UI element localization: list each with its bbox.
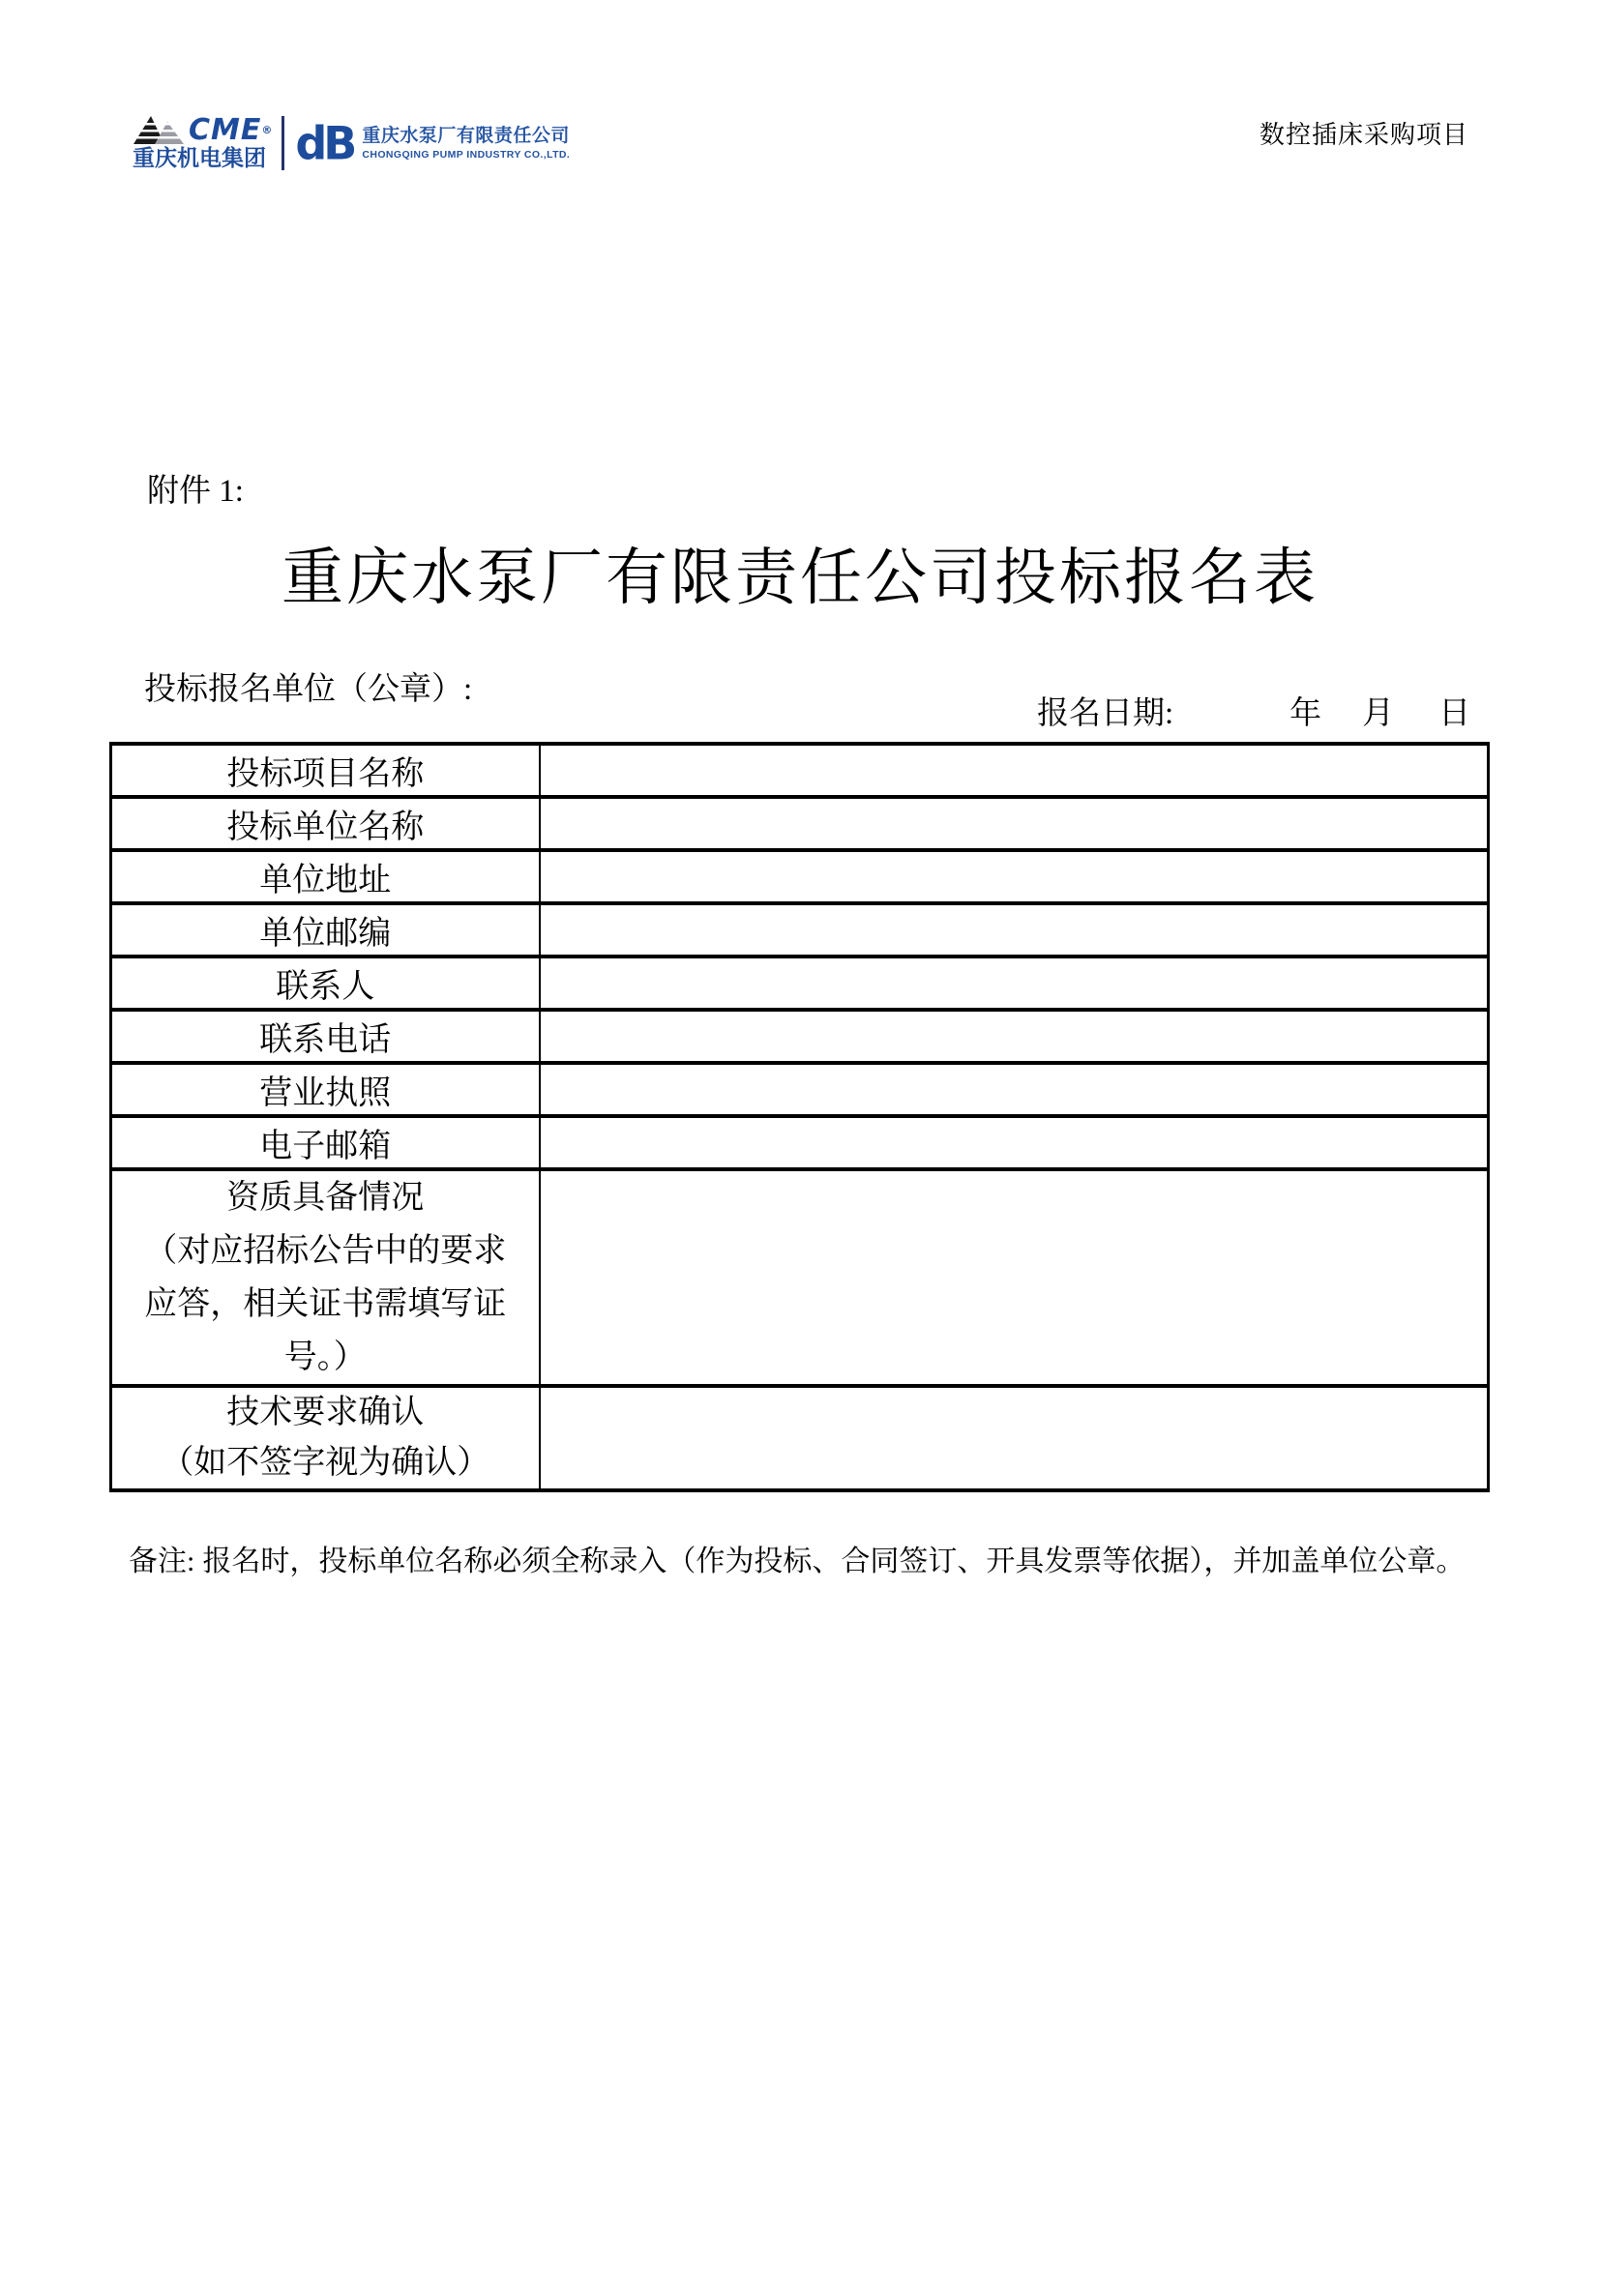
pump-logo [295, 115, 571, 170]
row-label-qualification: 资质具备情况 （对应招标公告中的要求 应答，相关证书需填写证 号。） [111, 1169, 540, 1386]
table-row [111, 1063, 1489, 1116]
date-label: 报名日期: [1037, 696, 1174, 731]
row-value-unit-address [540, 850, 1489, 903]
brand-header [133, 114, 570, 171]
footer-note [129, 1537, 1507, 1579]
table-row [111, 1010, 1489, 1063]
table-row-tech-confirm [111, 1386, 1489, 1490]
cme-wordmark: CME® [189, 113, 274, 147]
row-value-contact-phone [540, 1010, 1489, 1063]
registered-mark-icon: ® [261, 124, 274, 136]
row-value-postcode [540, 903, 1489, 957]
bid-unit-seal-line: 投标报名单位（公章）: [144, 672, 473, 707]
attachment-label: 附件 1: [147, 474, 244, 509]
cme-mountain-icon [133, 114, 185, 145]
row-label-email: 电子邮箱 [111, 1116, 540, 1169]
row-value-qualification [540, 1169, 1489, 1386]
year-label: 年 [1289, 696, 1322, 731]
row-label-bidder-name: 投标单位名称 [111, 797, 540, 850]
row-label-postcode: 单位邮编 [111, 903, 540, 957]
pump-company-name-cn: 重庆水泵厂有限责任公司 [362, 125, 570, 146]
registration-date-line [1037, 688, 1470, 733]
row-value-bidder-name [540, 797, 1489, 850]
row-label-contact-person: 联系人 [111, 957, 540, 1010]
note-label: 备注: [129, 1545, 195, 1577]
cme-group-name: 重庆机电集团 [133, 146, 266, 170]
row-label-project-name: 投标项目名称 [111, 744, 540, 797]
table-row-qualification [111, 1169, 1489, 1386]
table-row [111, 957, 1489, 1010]
logo-divider [281, 116, 284, 170]
table-row [111, 903, 1489, 957]
project-tag: 数控插床采购项目 [1259, 121, 1469, 149]
pump-company-name-en: CHONGQING PUMP INDUSTRY CO.,LTD. [362, 148, 571, 161]
registration-form-table [109, 742, 1490, 1492]
row-label-contact-phone: 联系电话 [111, 1010, 540, 1063]
row-label-unit-address: 单位地址 [111, 850, 540, 903]
note-text: 报名时，投标单位名称必须全称录入（作为投标、合同签订、开具发票等依据），并加盖单位公章。 [202, 1545, 1466, 1577]
day-label: 日 [1438, 696, 1471, 731]
row-value-contact-person [540, 957, 1489, 1010]
pump-db-icon: dB [295, 115, 354, 170]
row-value-tech-confirm [540, 1386, 1489, 1490]
row-value-business-license [540, 1063, 1489, 1116]
month-label: 月 [1362, 696, 1395, 731]
table-row [111, 797, 1489, 850]
table-row [111, 850, 1489, 903]
cme-logo [133, 114, 273, 171]
row-label-business-license: 营业执照 [111, 1063, 540, 1116]
table-row [111, 744, 1489, 797]
page-title: 重庆水泵厂有限责任公司投标报名表 [281, 544, 1319, 612]
table-row [111, 1116, 1489, 1169]
row-value-email [540, 1116, 1489, 1169]
row-value-project-name [540, 744, 1489, 797]
row-label-tech-confirm: 技术要求确认 （如不签字视为确认） [111, 1386, 540, 1490]
